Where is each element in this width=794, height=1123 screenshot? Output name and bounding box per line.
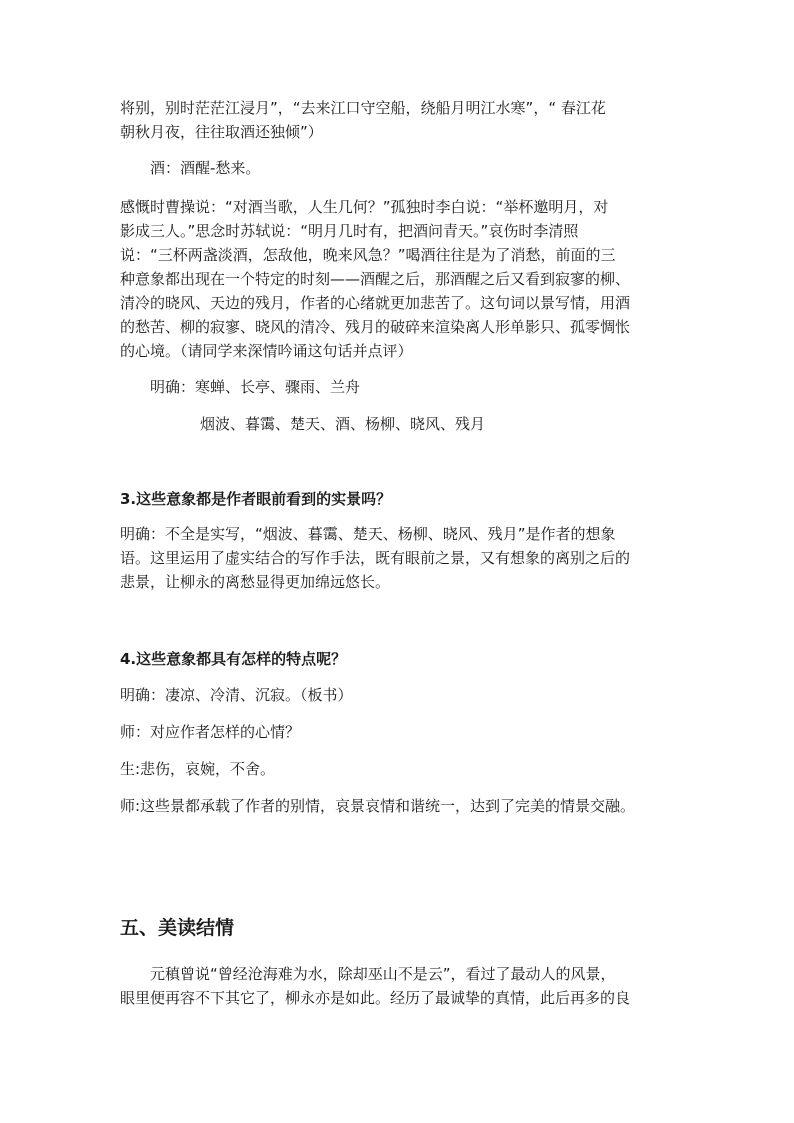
student-answer-line: 生:悲伤，哀婉，不舍。 [120, 760, 276, 778]
analysis-paragraph [120, 195, 680, 363]
text-line: 的愁苦、柳的寂寥、晓风的清冷、残月的破碎来渲染离人形单影只、孤零惆怅 [120, 318, 631, 336]
quote-paragraph [120, 96, 680, 144]
text-line: 悲景，让柳永的离愁显得更加绵远悠长。 [120, 573, 391, 591]
section-5-paragraph [120, 962, 680, 1010]
text-line: 的心境。（请同学来深情吟诵这句话并点评） [120, 342, 413, 360]
text-line: 影成三人。”思念时苏轼说：“明月几时有，把酒问青天。”哀伤时李清照 [120, 222, 579, 240]
text-line: 朝秋月夜，往往取酒还独倾”） [120, 123, 323, 141]
text-line: 元稹曾说“曾经沧海难为水，除却巫山不是云”，看过了最动人的风景， [150, 965, 616, 983]
question-4-heading: 4.这些意象都具有怎样的特点呢？ [120, 650, 347, 668]
answer-4-line: 明确：凄凉、冷清、沉寂。（板书） [120, 686, 353, 704]
answer-imagery-line-2: 烟波、暮霭、楚天、酒、杨柳、晓风、残月 [200, 415, 486, 433]
question-3-heading: 3.这些意象都是作者眼前看到的实景吗？ [120, 490, 392, 508]
text-line: 感慨时曹操说：“对酒当歌，人生几何？”孤独时李白说：“举杯邀明月，对 [120, 198, 609, 216]
text-line: 将别，别时茫茫江浸月”，“去来江口守空船，绕船月明江水寒”，“ 春江花 [120, 99, 606, 117]
text-line: 说：“三杯两盏淡酒，怎敌他，晚来风急？”喝酒往往是为了消愁，前面的三 [120, 246, 616, 264]
answer-3-paragraph [120, 522, 680, 594]
text-line: 清冷的晓风、天边的残月，作者的心绪就更加悲苦了。这句词以景写情，用酒 [120, 294, 631, 312]
teacher-summary-line: 师:这些景都承载了作者的别情，哀景哀情和谐统一，达到了完美的情景交融。 [120, 797, 636, 815]
wine-note: 酒：酒醒-愁来。 [150, 159, 261, 177]
text-line: 语。这里运用了虚实结合的写作手法，既有眼前之景，又有想象的离别之后的 [120, 549, 631, 567]
text-line: 种意象都出现在一个特定的时刻——酒醒之后，那酒醒之后又看到寂寥的柳、 [120, 270, 631, 288]
teacher-question-line: 师：对应作者怎样的心情？ [120, 723, 301, 741]
text-line: 眼里便再容不下其它了，柳永亦是如此。经历了最诚挚的真情，此后再多的良 [120, 989, 631, 1007]
section-5-heading: 五、美读结情 [120, 917, 235, 939]
text-line: 明确：不全是实写，“烟波、暮霭、楚天、杨柳、晓风、残月”是作者的想象 [120, 525, 616, 543]
answer-imagery-line-1: 明确：寒蝉、长亭、骤雨、兰舟 [150, 378, 361, 396]
